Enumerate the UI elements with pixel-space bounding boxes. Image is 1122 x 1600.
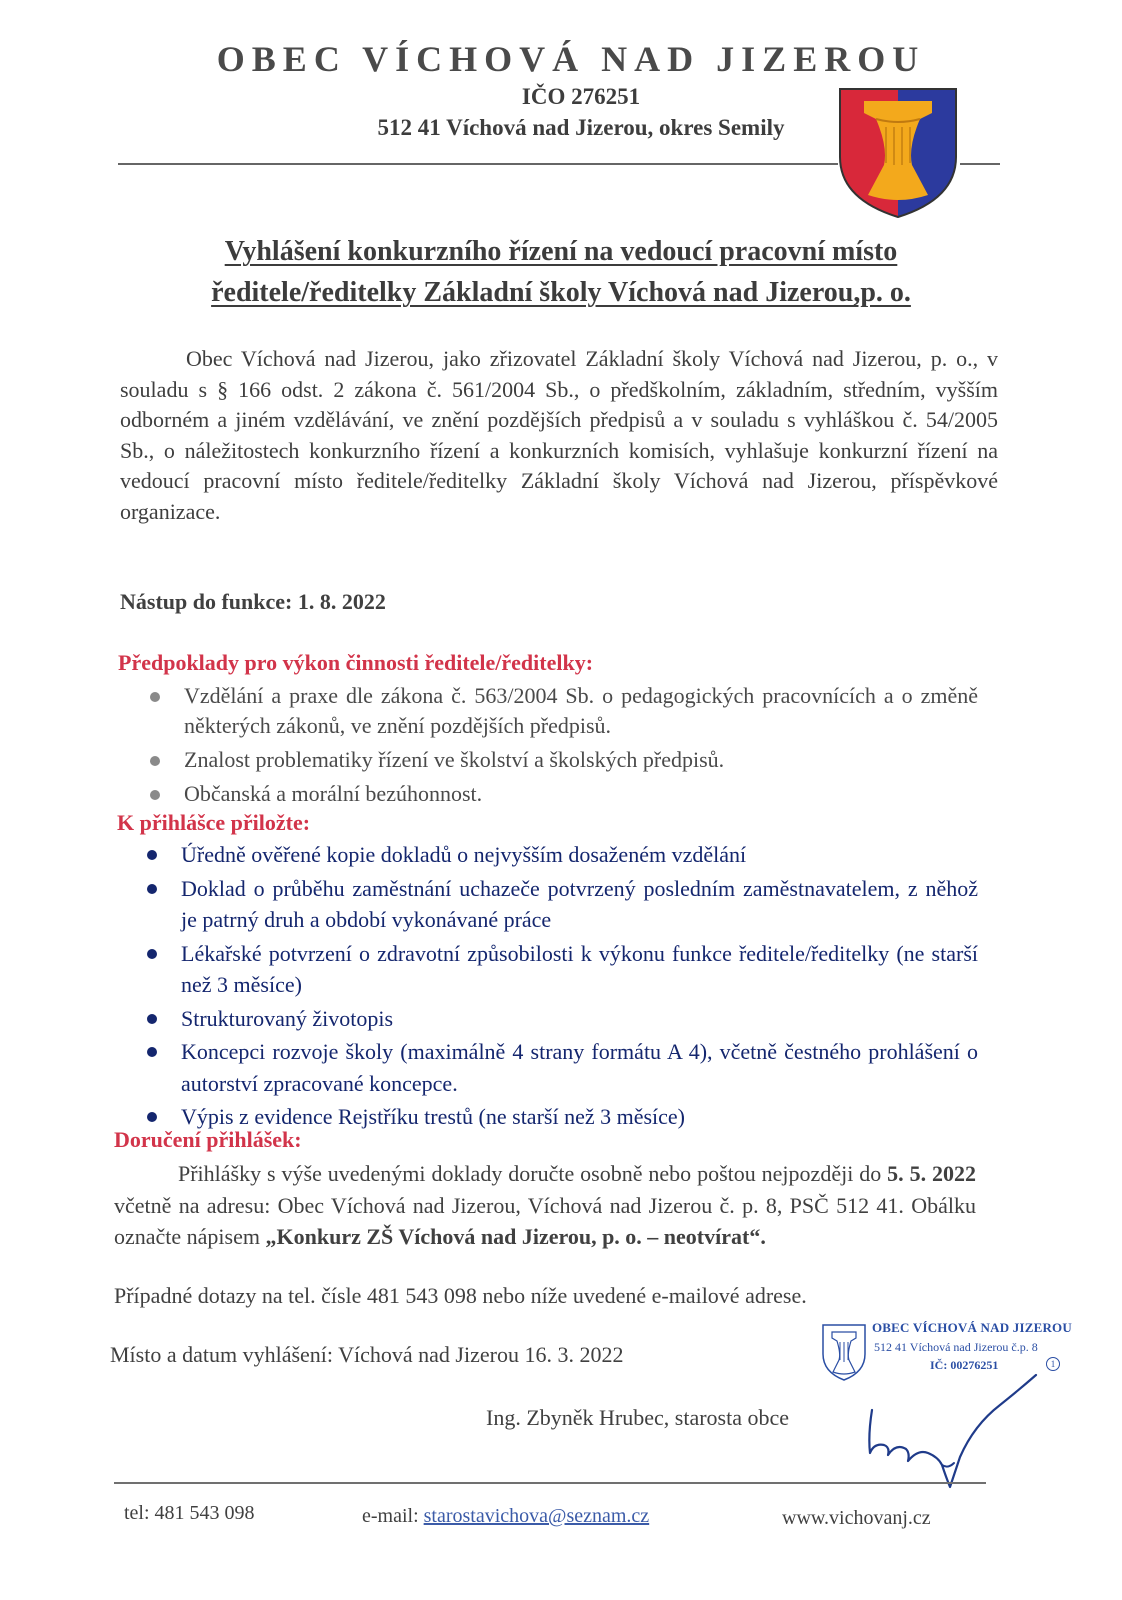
bullet-icon [147,1014,157,1024]
footer-phone: tel: 481 543 098 [124,1502,255,1524]
header-rule [118,163,838,165]
announcement-heading [100,231,1022,313]
requirements-heading: Předpoklady pro výkon činnosti ředitele/ředitelky: [118,650,594,675]
start-date: Nástup do funkce: 1. 8. 2022 [120,589,386,614]
envelope-label: „Konkurz ZŠ Víchová nad Jizerou, p. o. – neotvírat“. [265,1224,766,1249]
bullet-icon [147,949,157,959]
list-item: Lékařské potvrzení o zdravotní způsobilosti k výkonu funkce ředitele/ředitelky (ne starší než 3 měsíce) [181,938,978,1001]
bullet-icon [150,790,160,800]
heading-line-2: ředitele/ředitelky Základní školy Víchová nad Jizerou,p. o. [211,277,911,308]
stamp-line-1: OBEC VÍCHOVÁ NAD JIZEROU [872,1320,1072,1335]
deadline-date: 5. 5. 2022 [887,1161,977,1186]
signer-name: Ing. Zbyněk Hrubec, starosta obce [486,1405,790,1430]
bullet-icon [150,692,160,702]
stamp-number-mark: 1 [1046,1357,1060,1371]
bullet-icon [147,1112,157,1122]
list-item: Vzdělání a praxe dle zákona č. 563/2004 Sb. o pedagogických pracovnících a o změně některých zákonů, ve znění pozdějších předpisů. [184,681,978,741]
attachments-list [181,839,978,1135]
stamp-line-3: IČ: 00276251 [930,1358,999,1372]
intro-paragraph: Obec Víchová nad Jizerou, jako zřizovatel Základní školy Víchová nad Jizerou, p. o., v souladu s § 166 odst. 2 zákona č. 561/2004 Sb., o předškolním, základním, středním, vyšším odborném a jiném vzdělávání, ve znění pozdějších předpisů a v souladu s vyhláškou č. 54/2005 Sb., o náležitostech konkurzního řízení a konkurzních komisích, vyhlašuje konkurzní řízení na vedoucí pracovní místo ředitele/ředitelky Základní školy Víchová nad Jizerou, příspěvkové organizace. [120,346,998,524]
ico-line: IČO 276251 [521,84,641,109]
header-rule-right [960,163,1000,165]
heading-line-1: Vyhlášení konkurzního řízení na vedoucí pracovní místo [224,236,898,267]
delivery-paragraph: Přihlášky s výše uvedenými doklady doručte osobně nebo poštou nejpozději do 5. 5. 2022 včetně na adresu: Obec Víchová nad Jizerou, Víchová nad Jizerou č. p. 8, PSČ 512 41. Obálku označte nápisem „Konkurz ZŠ Víchová nad Jizerou, p. o. – neotvírat“. [114,1161,977,1249]
attachments-heading: K přihlášce přiložte: [117,810,311,835]
bullet-icon [147,1047,157,1057]
list-item: Občanská a morální bezúhonnost. [184,779,978,809]
stamp-line-2: 512 41 Víchová nad Jizerou č.p. 8 [874,1340,1038,1354]
requirements-list [184,681,978,813]
inquiries-line: Případné dotazy na tel. čísle 481 543 098 nebo níže uvedené e-mailové adrese. [114,1283,807,1308]
footer-website[interactable]: www.vichovanj.cz [782,1507,931,1529]
municipality-title: OBEC VÍCHOVÁ NAD JIZEROU [216,39,926,79]
list-item: Výpis z evidence Rejstříku trestů (ne starší než 3 měsíce) [181,1101,978,1133]
email-link[interactable]: starostavichova@seznam.cz [423,1505,650,1527]
coat-of-arms-icon [836,87,960,219]
signature-icon [850,1365,1050,1495]
list-item: Koncepci rozvoje školy (maximálně 4 strany formátu A 4), včetně čestného prohlášení o autorství zpracované koncepce. [181,1036,978,1099]
list-item: Doklad o průběhu zaměstnání uchazeče potvrzený posledním zaměstnavatelem, z něhož je patrný druh a období vykonávané práce [181,873,978,936]
bullet-icon [150,756,160,766]
address-line: 512 41 Víchová nad Jizerou, okres Semily [377,115,785,140]
footer-rule [114,1482,986,1484]
list-item: Strukturovaný životopis [181,1003,978,1035]
place-and-date: Místo a datum vyhlášení: Víchová nad Jizerou 16. 3. 2022 [110,1342,624,1367]
delivery-heading: Doručení přihlášek: [114,1127,302,1152]
footer-email: e-mail: starostavichova@seznam.cz [362,1505,650,1527]
bullet-icon [147,884,157,894]
bullet-icon [147,850,157,860]
list-item: Úředně ověřené kopie dokladů o nejvyšším dosaženém vzdělání [181,839,978,871]
list-item: Znalost problematiky řízení ve školství a školských předpisů. [184,745,978,775]
